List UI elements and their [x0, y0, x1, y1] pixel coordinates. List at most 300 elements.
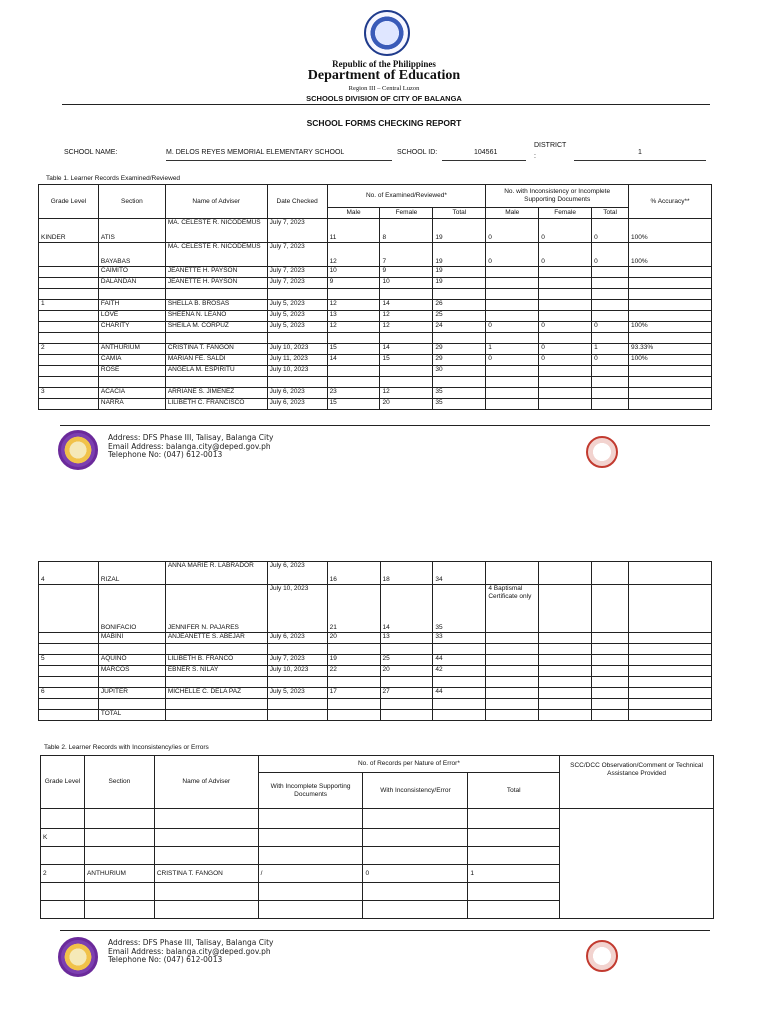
table-cell — [433, 710, 486, 721]
table-row — [39, 219, 712, 243]
table-cell — [98, 644, 165, 655]
table-cell — [486, 644, 539, 655]
table-cell: ROSE — [98, 366, 165, 377]
table-cell: 9 — [380, 267, 433, 278]
table-cell: MA. CELESTE R. NICODEMUS — [165, 243, 267, 267]
table-cell: July 7, 2023 — [267, 267, 327, 278]
table-cell — [380, 366, 433, 377]
table-cell — [165, 333, 267, 344]
table-cell: 44 — [433, 688, 486, 699]
table-cell — [629, 655, 712, 666]
table-cell — [592, 333, 629, 344]
table-cell — [592, 644, 629, 655]
table-row — [39, 344, 712, 355]
table-cell — [267, 677, 327, 688]
table-cell: July 7, 2023 — [267, 655, 327, 666]
table-row — [39, 677, 712, 688]
table-cell: 35 — [433, 399, 486, 410]
table-cell — [468, 901, 560, 919]
header-section: Section — [98, 185, 165, 219]
division-logo-icon — [58, 430, 98, 470]
table-cell — [39, 322, 99, 333]
table-cell — [539, 377, 592, 388]
table-cell: / — [258, 865, 363, 883]
table-cell — [39, 377, 99, 388]
table-cell: ANGELA M. ESPIRITU — [165, 366, 267, 377]
table-cell — [165, 677, 267, 688]
table-cell — [486, 688, 539, 699]
table1-caption: Table 1. Learner Records Examined/Reviewed — [46, 175, 181, 182]
table-cell: 1 — [486, 344, 539, 355]
table-cell — [539, 666, 592, 677]
table-cell: 0 — [592, 219, 629, 243]
table-cell — [327, 644, 380, 655]
table-cell — [363, 847, 468, 865]
table-cell: 0 — [539, 322, 592, 333]
table-cell — [539, 366, 592, 377]
table-cell — [327, 333, 380, 344]
district-value: 1 — [574, 149, 706, 161]
header-male: Male — [327, 208, 380, 219]
department-heading: Department of Education — [307, 68, 461, 83]
footer-address: Address: DFS Phase III, Talisay, Balanga City — [108, 938, 274, 947]
table-cell — [98, 377, 165, 388]
table-cell — [468, 829, 560, 847]
table-cell — [39, 243, 99, 267]
table-cell: AQUINO — [98, 655, 165, 666]
table-cell — [165, 710, 267, 721]
table-cell: 20 — [380, 399, 433, 410]
table-cell: LILIBETH B. FRANCO — [165, 655, 267, 666]
header-female: Female — [539, 208, 592, 219]
table-cell: ANJEANETTE S. ABEJAR — [165, 633, 267, 644]
table-cell — [380, 699, 433, 710]
table-cell: 0 — [592, 355, 629, 366]
t2-header-observation: SCC/DCC Observation/Comment or Technical Assistance Provided — [560, 756, 714, 809]
table-cell — [592, 699, 629, 710]
table-cell — [258, 901, 363, 919]
learner-records-table — [38, 184, 712, 410]
table-cell: 29 — [433, 344, 486, 355]
table-cell — [486, 377, 539, 388]
table-cell — [629, 562, 712, 585]
table-cell — [154, 847, 258, 865]
table-cell — [592, 585, 629, 633]
table-cell: 100% — [629, 322, 712, 333]
table-cell — [486, 710, 539, 721]
table-row — [39, 562, 712, 585]
table-cell: 12 — [327, 322, 380, 333]
table-cell — [39, 699, 99, 710]
table-cell — [486, 333, 539, 344]
table-cell — [327, 677, 380, 688]
table-cell — [629, 366, 712, 377]
table-cell — [629, 289, 712, 300]
table-cell: CRISTINA T. FANGON — [165, 344, 267, 355]
table-cell: July 7, 2023 — [267, 278, 327, 289]
table-row — [39, 710, 712, 721]
footer-email: Email Address: balanga.city@deped.gov.ph — [108, 946, 271, 956]
table-cell — [486, 677, 539, 688]
table-cell: 24 — [433, 322, 486, 333]
table-cell — [433, 333, 486, 344]
table-cell: July 10, 2023 — [267, 585, 327, 633]
table-row — [39, 333, 712, 344]
table-cell — [98, 699, 165, 710]
observation-cell — [560, 809, 714, 919]
table-cell: 1 — [39, 300, 99, 311]
table-cell — [39, 289, 99, 300]
table-cell — [592, 278, 629, 289]
table-cell — [363, 883, 468, 901]
header-total: Total — [433, 208, 486, 219]
table-cell: LOVE — [98, 311, 165, 322]
table-cell — [267, 377, 327, 388]
table-cell — [629, 585, 712, 633]
table-cell — [592, 655, 629, 666]
table-cell — [380, 710, 433, 721]
table-cell — [433, 644, 486, 655]
table-cell — [539, 399, 592, 410]
table-row — [39, 278, 712, 289]
table-row — [39, 666, 712, 677]
table-cell: MARCOS — [98, 666, 165, 677]
table-cell: NARRA — [98, 399, 165, 410]
table-cell: 12 — [380, 388, 433, 399]
table-cell — [433, 677, 486, 688]
table-cell: CRISTINA T. FANGON — [154, 865, 258, 883]
table-cell — [380, 677, 433, 688]
table-cell — [592, 311, 629, 322]
table-cell — [629, 688, 712, 699]
table-cell: ARRIANE S. JIMENEZ — [165, 388, 267, 399]
table-cell — [592, 366, 629, 377]
table-cell — [486, 655, 539, 666]
table-cell: CHARITY — [98, 322, 165, 333]
school-id-label: SCHOOL ID: — [397, 149, 438, 156]
table-cell — [592, 399, 629, 410]
table-cell — [629, 399, 712, 410]
table-cell: 3 — [39, 388, 99, 399]
table-row — [41, 809, 714, 829]
table-row — [39, 355, 712, 366]
table-cell — [39, 710, 99, 721]
table-cell: ACACIA — [98, 388, 165, 399]
table-row — [39, 585, 712, 633]
table-cell: 0 — [592, 322, 629, 333]
table-cell — [629, 267, 712, 278]
table-cell — [39, 585, 99, 633]
table-cell: 18 — [380, 562, 433, 585]
table-cell: TOTAL — [98, 710, 165, 721]
table-row — [39, 267, 712, 278]
footer-divider — [60, 425, 710, 426]
table-cell — [84, 883, 154, 901]
table-cell — [539, 644, 592, 655]
table-cell: 0 — [539, 243, 592, 267]
table-cell: July 5, 2023 — [267, 688, 327, 699]
table-cell: 34 — [433, 562, 486, 585]
quality-badge-icon — [586, 436, 618, 468]
table-cell — [165, 699, 267, 710]
table-cell: MA. CELESTE R. NICODEMUS — [165, 219, 267, 243]
table-cell — [486, 311, 539, 322]
table-cell: MABINI — [98, 633, 165, 644]
table-cell — [629, 699, 712, 710]
table-cell — [539, 300, 592, 311]
table-cell: 25 — [433, 311, 486, 322]
table-cell: 0 — [486, 355, 539, 366]
footer-address: Address: DFS Phase III, Talisay, Balanga City — [108, 433, 274, 442]
table-cell — [592, 388, 629, 399]
table-cell: SHEILA M. CORPUZ — [165, 322, 267, 333]
table-cell: JEANETTE H. PAYSON — [165, 267, 267, 278]
table-cell: 23 — [327, 388, 380, 399]
school-name-label: SCHOOL NAME: — [64, 149, 118, 156]
table-row — [39, 322, 712, 333]
table-cell — [486, 633, 539, 644]
table-cell — [327, 289, 380, 300]
table-cell — [267, 644, 327, 655]
table-cell: July 5, 2023 — [267, 322, 327, 333]
table-cell — [539, 289, 592, 300]
t2-header-adviser: Name of Adviser — [154, 756, 258, 809]
table-cell: 22 — [327, 666, 380, 677]
table-cell — [629, 666, 712, 677]
header-grade-level: Grade Level — [39, 185, 99, 219]
header-accuracy: % Accuracy** — [629, 185, 712, 219]
district-label: DISTRICT — [534, 142, 567, 149]
table-cell — [98, 677, 165, 688]
division-logo-icon — [58, 937, 98, 977]
table-cell — [363, 901, 468, 919]
table-cell: 14 — [327, 355, 380, 366]
table-row — [39, 644, 712, 655]
table-cell: 4 Baptismal Certificate only — [486, 585, 539, 633]
school-id-value: 104561 — [442, 149, 526, 161]
table-cell — [41, 901, 85, 919]
table-cell: 13 — [380, 633, 433, 644]
table-cell — [84, 829, 154, 847]
table-cell — [363, 829, 468, 847]
table-cell: 6 — [39, 688, 99, 699]
table-cell — [629, 300, 712, 311]
learner-records-table-continued — [38, 561, 712, 721]
table-cell — [486, 366, 539, 377]
table-cell: 27 — [380, 688, 433, 699]
table-cell: 0 — [539, 219, 592, 243]
table-cell: 42 — [433, 666, 486, 677]
table-cell — [380, 377, 433, 388]
table-cell: 2 — [39, 344, 99, 355]
table-row — [39, 300, 712, 311]
table-cell — [539, 710, 592, 721]
table-cell: 19 — [327, 655, 380, 666]
table-cell: 19 — [433, 243, 486, 267]
footer-address-block — [108, 434, 278, 460]
table-cell — [629, 278, 712, 289]
table-cell: 21 — [327, 585, 380, 633]
table-cell: 25 — [380, 655, 433, 666]
table-cell — [41, 809, 85, 829]
table-cell: 0 — [363, 865, 468, 883]
table-cell — [84, 847, 154, 865]
table-cell: 35 — [433, 388, 486, 399]
table-cell: 1 — [468, 865, 560, 883]
table-row — [39, 699, 712, 710]
footer-address-block — [108, 939, 278, 965]
table-cell: 1 — [592, 344, 629, 355]
table-row — [39, 399, 712, 410]
table-cell: 20 — [380, 666, 433, 677]
table-cell: 0 — [486, 322, 539, 333]
table-cell: JUPITER — [98, 688, 165, 699]
table-cell — [380, 333, 433, 344]
deped-seal-icon — [364, 10, 410, 56]
table-cell: 7 — [380, 243, 433, 267]
table-cell — [592, 710, 629, 721]
table-cell — [592, 377, 629, 388]
table-cell: SHELLA B. BROSAS — [165, 300, 267, 311]
table-cell — [39, 333, 99, 344]
table-cell — [539, 388, 592, 399]
table-cell — [154, 901, 258, 919]
table-cell — [98, 289, 165, 300]
table-cell: 44 — [433, 655, 486, 666]
table-cell: ANNA MARIE R. LABRADOR — [165, 562, 267, 585]
table-cell: 5 — [39, 655, 99, 666]
table-cell: July 6, 2023 — [267, 399, 327, 410]
table-cell — [154, 883, 258, 901]
table-row — [39, 655, 712, 666]
table-cell — [592, 289, 629, 300]
table-cell — [39, 311, 99, 322]
table-cell: 9 — [327, 278, 380, 289]
footer-divider — [60, 930, 710, 931]
table-cell: FAITH — [98, 300, 165, 311]
table-cell: 12 — [327, 243, 380, 267]
table-cell: KINDER — [39, 219, 99, 243]
table-cell — [629, 710, 712, 721]
t2-header-inconsistency: With Inconsistency/Error — [363, 773, 468, 809]
table-cell — [165, 644, 267, 655]
table-cell: 35 — [433, 585, 486, 633]
table-cell — [539, 278, 592, 289]
table-cell: 0 — [592, 243, 629, 267]
table-cell: DALANDAN — [98, 278, 165, 289]
table-cell — [267, 289, 327, 300]
header-divider — [62, 104, 710, 105]
table-cell — [486, 289, 539, 300]
table-cell: July 7, 2023 — [267, 243, 327, 267]
table-cell — [380, 289, 433, 300]
header-male: Male — [486, 208, 539, 219]
division-heading: SCHOOLS DIVISION OF CITY OF BALANGA — [306, 94, 462, 103]
table-cell: 10 — [327, 267, 380, 278]
table-cell: 11 — [327, 219, 380, 243]
table-cell: 17 — [327, 688, 380, 699]
table-row — [39, 633, 712, 644]
table-cell: ANTHURIUM — [98, 344, 165, 355]
header-date-checked: Date Checked — [267, 185, 327, 219]
table-cell — [539, 699, 592, 710]
table-cell — [165, 377, 267, 388]
region-heading: Region III – Central Luzon — [348, 85, 420, 92]
footer-telephone: Telephone No: (047) 612-0013 — [108, 450, 223, 459]
table-cell — [486, 278, 539, 289]
table-cell: BAYABAS — [98, 243, 165, 267]
table-cell — [486, 699, 539, 710]
table-cell — [39, 399, 99, 410]
table-cell: 10 — [380, 278, 433, 289]
table-cell: ATIS — [98, 219, 165, 243]
district-colon: : — [534, 153, 536, 160]
table-cell — [84, 809, 154, 829]
footer-email: Email Address: balanga.city@deped.gov.ph — [108, 441, 271, 451]
table-cell — [486, 399, 539, 410]
t2-header-incomplete: With Incomplete Supporting Documents — [258, 773, 363, 809]
table-row — [39, 688, 712, 699]
table-row — [39, 366, 712, 377]
footer-telephone: Telephone No: (047) 612-0013 — [108, 955, 223, 964]
table-cell — [327, 366, 380, 377]
table-cell — [486, 562, 539, 585]
table-cell — [39, 633, 99, 644]
table-cell — [592, 633, 629, 644]
table-cell — [539, 633, 592, 644]
table-cell: ANTHURIUM — [84, 865, 154, 883]
table-cell: MARIAN FE. SALDI — [165, 355, 267, 366]
table-cell: July 11, 2023 — [267, 355, 327, 366]
table-cell — [468, 847, 560, 865]
table-cell: 93.33% — [629, 344, 712, 355]
table-cell — [267, 710, 327, 721]
table-cell — [41, 847, 85, 865]
header-inconsistency: No. with Inconsistency or Incomplete Supporting Documents — [486, 185, 629, 208]
inconsistency-records-table — [40, 755, 714, 919]
table-cell: 2 — [41, 865, 85, 883]
table-cell — [98, 333, 165, 344]
table-cell: July 7, 2023 — [267, 219, 327, 243]
table-cell: 19 — [433, 267, 486, 278]
header-adviser: Name of Adviser — [165, 185, 267, 219]
table-cell: MICHELLE C. DELA PAZ — [165, 688, 267, 699]
table-cell — [380, 644, 433, 655]
table-cell — [39, 644, 99, 655]
table-cell: BONIFACIO — [98, 585, 165, 633]
table-cell — [327, 710, 380, 721]
table-cell — [486, 388, 539, 399]
table-cell — [41, 883, 85, 901]
table-cell: July 6, 2023 — [267, 633, 327, 644]
table-cell — [539, 333, 592, 344]
table-cell: EBNER S. NILAY — [165, 666, 267, 677]
table-cell: 14 — [380, 585, 433, 633]
table-cell: 15 — [380, 355, 433, 366]
table-cell — [433, 377, 486, 388]
table-cell — [486, 267, 539, 278]
table-cell: 8 — [380, 219, 433, 243]
table-cell — [258, 809, 363, 829]
report-title: SCHOOL FORMS CHECKING REPORT — [306, 118, 462, 128]
table-cell: 30 — [433, 366, 486, 377]
table-cell: JENNIFER N. PAJARES — [165, 585, 267, 633]
table-cell — [154, 829, 258, 847]
table-cell — [267, 699, 327, 710]
header-examined: No. of Examined/Reviewed* — [327, 185, 486, 208]
table-cell: 12 — [380, 322, 433, 333]
table-cell — [592, 666, 629, 677]
